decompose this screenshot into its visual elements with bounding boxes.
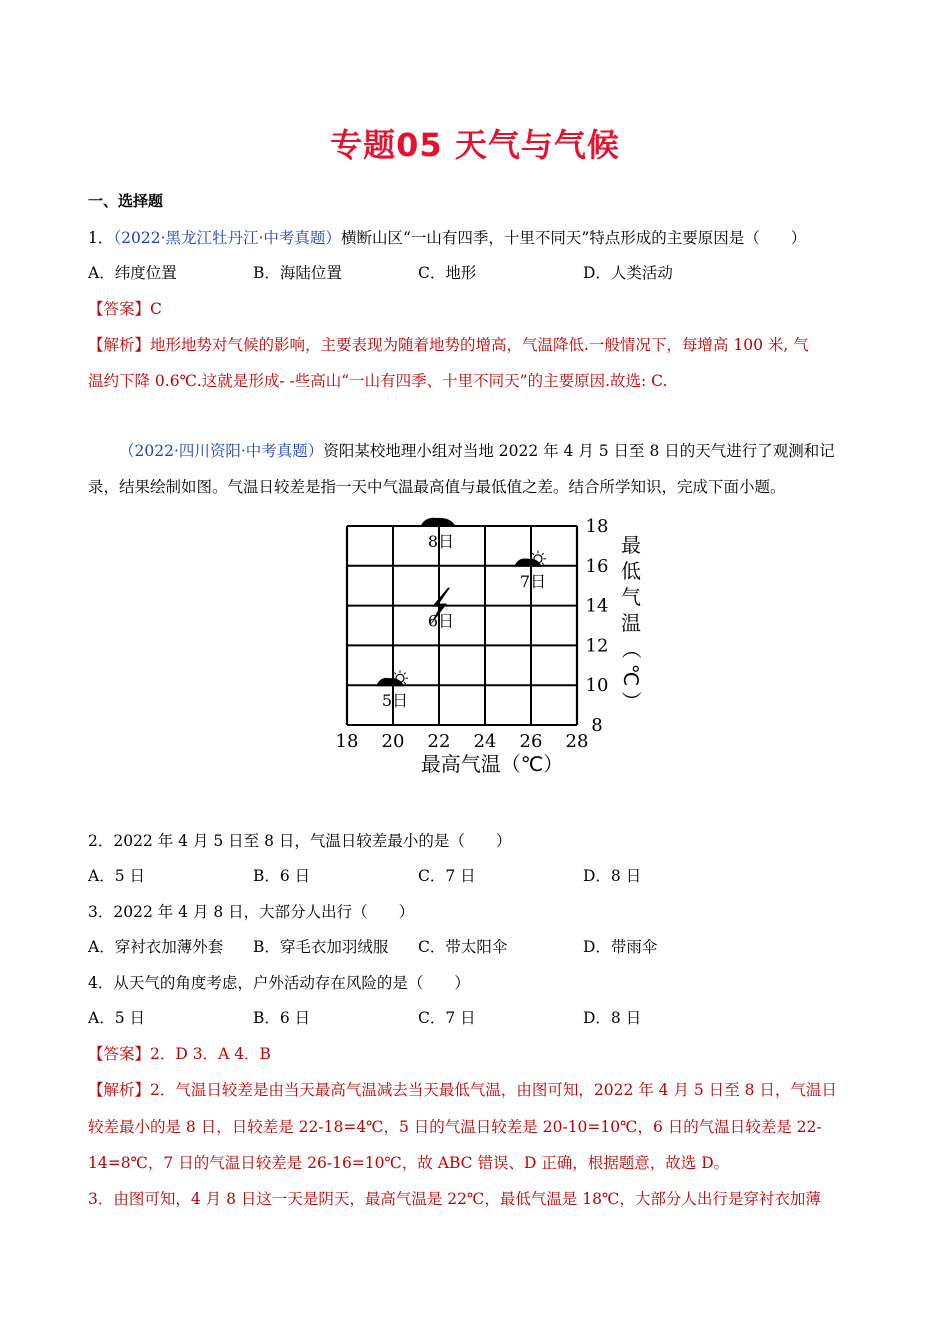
option-d: D．人类活动	[583, 264, 673, 282]
group-intro-line-2: 录，结果绘制如图。气温日较差是指一天中气温最高值与最低值之差。结合所学知识，完成下面小题。	[88, 478, 786, 496]
option-d: D．8 日	[583, 867, 642, 885]
answer-group: 【答案】2．D 3．A 4．B	[88, 1045, 271, 1063]
y-tick-label: 10	[585, 675, 609, 697]
question-stem: 横断山区“一山有四季，十里不同天”特点形成的主要原因是（ ）	[340, 229, 807, 247]
answer-1: 【答案】C	[88, 300, 162, 318]
option-b: B．6 日	[253, 1009, 311, 1027]
option-b: B．6 日	[253, 867, 311, 885]
question-3: 3．2022 年 4 月 8 日，大部分人出行（ ）	[88, 903, 415, 921]
x-tick-labels	[336, 731, 589, 752]
y-axis-label-char: 温	[621, 611, 641, 635]
y-tick-label: 12	[585, 635, 609, 657]
point-label: 6日	[427, 611, 455, 631]
page-title: 专题05 天气与气候	[330, 126, 620, 164]
y-axis-label	[619, 533, 643, 711]
y-tick-label: 8	[591, 715, 603, 736]
chart-points	[376, 518, 546, 711]
weather-chart	[330, 512, 660, 780]
y-tick-label: 16	[585, 555, 609, 577]
option-a: A．5 日	[88, 1009, 145, 1027]
option-a: A．穿衬衣加薄外套	[88, 938, 224, 956]
option-d: D．8 日	[583, 1009, 642, 1027]
sun-ray	[394, 673, 396, 675]
sun-ray	[532, 553, 534, 555]
question-2-options	[88, 864, 641, 886]
y-axis-label-char: 气	[621, 585, 641, 609]
x-tick-label: 20	[381, 731, 405, 752]
option-c: C．7 日	[418, 1009, 476, 1027]
analysis-line-3: 14=8℃，7 日的气温日较差是 26-16=10℃，故 ABC 错误、D 正确，根据题意，故选 D。	[88, 1154, 730, 1172]
group-intro	[88, 433, 858, 505]
question-source: （2022·黑龙江牡丹江·中考真题）	[113, 229, 341, 247]
analysis-line-2: 较差最小的是 8 日，日较差是 22-18=4℃，5 日的气温日较差是 20-10=10℃，6 日的气温日较差是 22-	[88, 1118, 822, 1136]
group-intro-line-1: 资阳某校地理小组对当地 2022 年 4 月 5 日至 8 日的天气进行了观测和记	[323, 442, 835, 460]
analysis-1-line-1: 【解析】地形地势对气候的影响，主要表现为随着地势的增高，气温降低.一般情况下，每增高 100 米, 气	[88, 336, 809, 354]
y-axis-label-char: 低	[621, 559, 641, 583]
group-source: （2022·四川资阳·中考真题）	[119, 442, 324, 460]
y-axis-label-char: ℃	[619, 663, 643, 687]
sun-ray	[404, 673, 406, 675]
y-tick-label: 14	[585, 595, 609, 617]
option-a: A．纬度位置	[88, 264, 177, 282]
sun-ray	[404, 682, 406, 684]
cloud-icon	[376, 678, 404, 686]
question-1-options	[88, 261, 673, 283]
x-tick-label: 24	[473, 731, 497, 752]
question-2: 2．2022 年 4 月 5 日至 8 日，气温日较差最小的是（ ）	[88, 832, 512, 850]
sun-ray	[542, 553, 544, 555]
question-number: 1．	[88, 229, 114, 247]
cloud-icon	[514, 558, 542, 566]
y-axis-label-char: ）	[619, 691, 643, 711]
cloud-icon	[420, 518, 456, 527]
question-3-options	[88, 935, 657, 957]
point-label: 8日	[427, 532, 455, 551]
question-4-options	[88, 1006, 641, 1028]
y-axis-label-char: （	[619, 639, 643, 659]
analysis-line-4: 3．由图可知，4 月 8 日这一天是阴天，最高气温是 22℃，最低气温是 18℃，大部分人出行是穿衬衣加薄	[88, 1190, 821, 1208]
point-label: 5日	[381, 691, 409, 711]
option-b: B．海陆位置	[253, 264, 342, 282]
y-axis-label-char: 最	[621, 533, 641, 557]
y-tick-labels	[586, 516, 609, 736]
section-heading: 一、选择题	[88, 192, 164, 210]
x-tick-label: 18	[335, 731, 359, 752]
question-1	[88, 226, 806, 248]
x-axis-label: 最高气温（℃）	[420, 752, 564, 776]
sun-ray	[542, 563, 544, 565]
option-b: B．穿毛衣加羽绒服	[253, 938, 389, 956]
option-c: C．7 日	[418, 867, 476, 885]
analysis-line-1: 【解析】2．气温日较差是由当天最高气温减去当天最低气温，由图可知，2022 年 4 月 5 日至 8 日，气温日	[88, 1081, 837, 1099]
x-tick-label: 26	[519, 731, 543, 752]
weather-point-overcast	[420, 518, 456, 551]
option-c: C．地形	[418, 264, 477, 282]
option-d: D．带雨伞	[583, 938, 658, 956]
option-a: A．5 日	[88, 867, 145, 885]
y-tick-label: 18	[585, 516, 609, 537]
x-tick-label: 22	[427, 731, 451, 752]
weather-point-thunderstorm	[428, 588, 454, 631]
question-4: 4．从天气的角度考虑，户外活动存在风险的是（ ）	[88, 974, 470, 992]
point-label: 7日	[519, 571, 547, 591]
option-c: C．带太阳伞	[418, 938, 508, 956]
analysis-1-line-2: 温约下降 0.6℃.这就是形成- -些高山“一山有四季、十里不同天”的主要原因.故选: C.	[88, 372, 668, 390]
x-tick-label: 28	[565, 731, 589, 752]
